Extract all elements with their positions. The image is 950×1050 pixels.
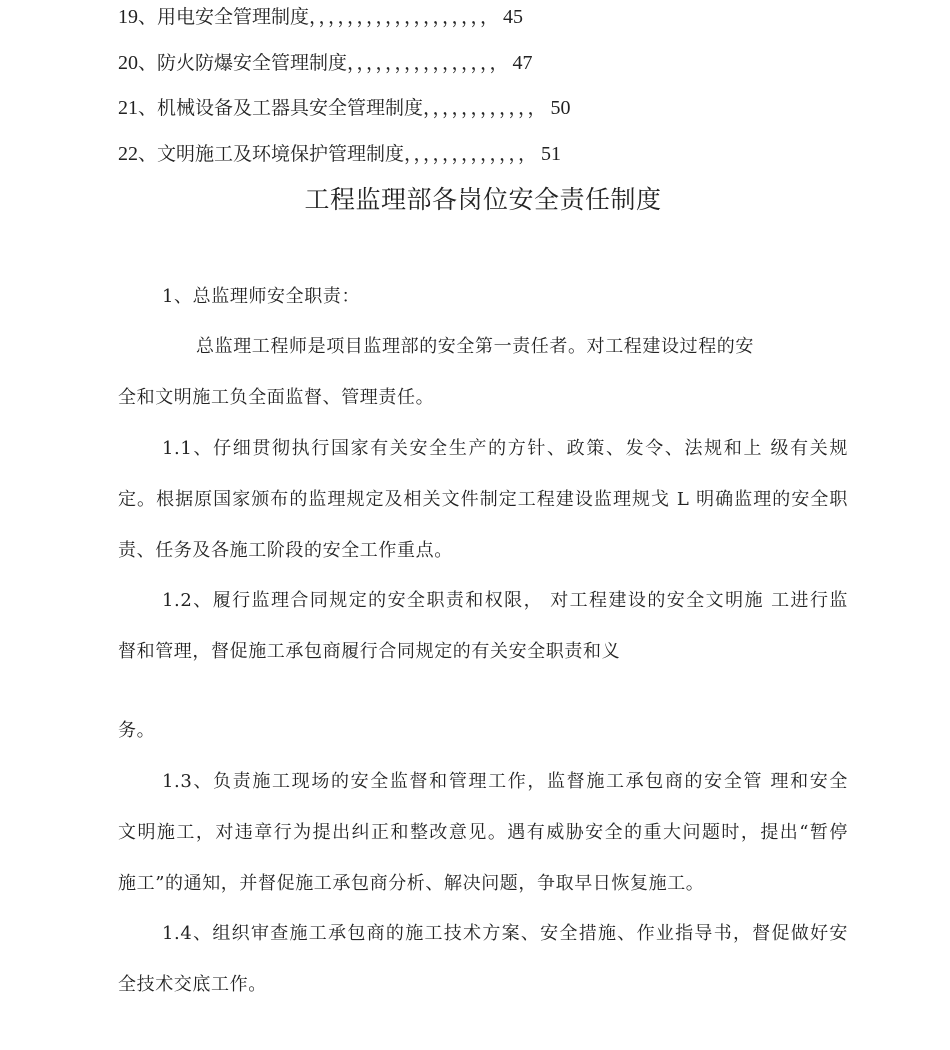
toc-page-number: 45 [503,6,524,28]
paragraph-line: 全技术交底工作。 [118,974,267,995]
paragraph-line: 文明施工，对违章行为提出纠正和整改意见。遇有威胁安全的重大问题时，提出“暂停 [118,822,848,843]
toc-number: 21 [118,97,138,119]
toc-entry-22[interactable] [118,139,561,166]
paragraph-line: 务。 [118,720,156,741]
toc-leader: ，，，，，，，，，，，，， [404,143,538,165]
paragraph-line: 1.4、组织审查施工承包商的施工技术方案、安全措施、作业指导书，督促做好安 [162,923,848,944]
paragraph-line: 总监理工程师是项目监理部的安全第一责任者。对工程建设过程的安 [196,336,754,357]
paragraph-line: 全和文明施工负全面监督、管理责任。 [118,387,435,408]
toc-leader: ，，，，，，，，，，，，，，，， [347,52,509,74]
section-heading: 工程监理部各岗位安全责任制度 [304,185,662,214]
toc-entry-19[interactable] [118,2,523,29]
toc-page-number: 51 [541,143,562,165]
toc-number: 19 [118,6,138,28]
toc-leader: ，，，，，，，，，，，， [423,97,547,119]
toc-entry-20[interactable] [118,48,533,75]
toc-title: 、用电安全管理制度 [138,6,310,28]
subsection-title: 1、总监理师安全职责： [162,286,361,307]
toc-page-number: 47 [512,52,533,74]
toc-leader: ，，，，，，，，，，，，，，，，，，， [309,6,500,28]
toc-title: 、文明施工及环境保护管理制度 [138,143,405,165]
toc-number: 20 [118,52,138,74]
paragraph-line: 责、任务及各施工阶段的安全工作重点。 [118,540,453,561]
paragraph-line: 施工”的通知，并督促施工承包商分析、解决问题，争取早日恢复施工。 [118,873,705,894]
toc-number: 22 [118,143,138,165]
paragraph-line: 定。根据原国家颁布的监理规定及相关文件制定工程建设监理规戈 L 明确监理的安全职 [118,489,848,510]
paragraph-line: 1.2、履行监理合同规定的安全职责和权限， 对工程建设的安全文明施 工进行监 [162,590,848,611]
toc-title: 、机械设备及工器具安全管理制度 [138,97,424,119]
toc-page-number: 50 [550,97,571,119]
paragraph-line: 督和管理，督促施工承包商履行合同规定的有关安全职责和义 [118,641,621,662]
toc-title: 、防火防爆安全管理制度 [138,52,348,74]
toc-entry-21[interactable] [118,93,571,120]
paragraph-line: 1.1、仔细贯彻执行国家有关安全生产的方针、政策、发令、法规和上 级有关规 [162,438,848,459]
paragraph-line: 1.3、负责施工现场的安全监督和管理工作，监督施工承包商的安全管 理和安全 [162,771,848,792]
